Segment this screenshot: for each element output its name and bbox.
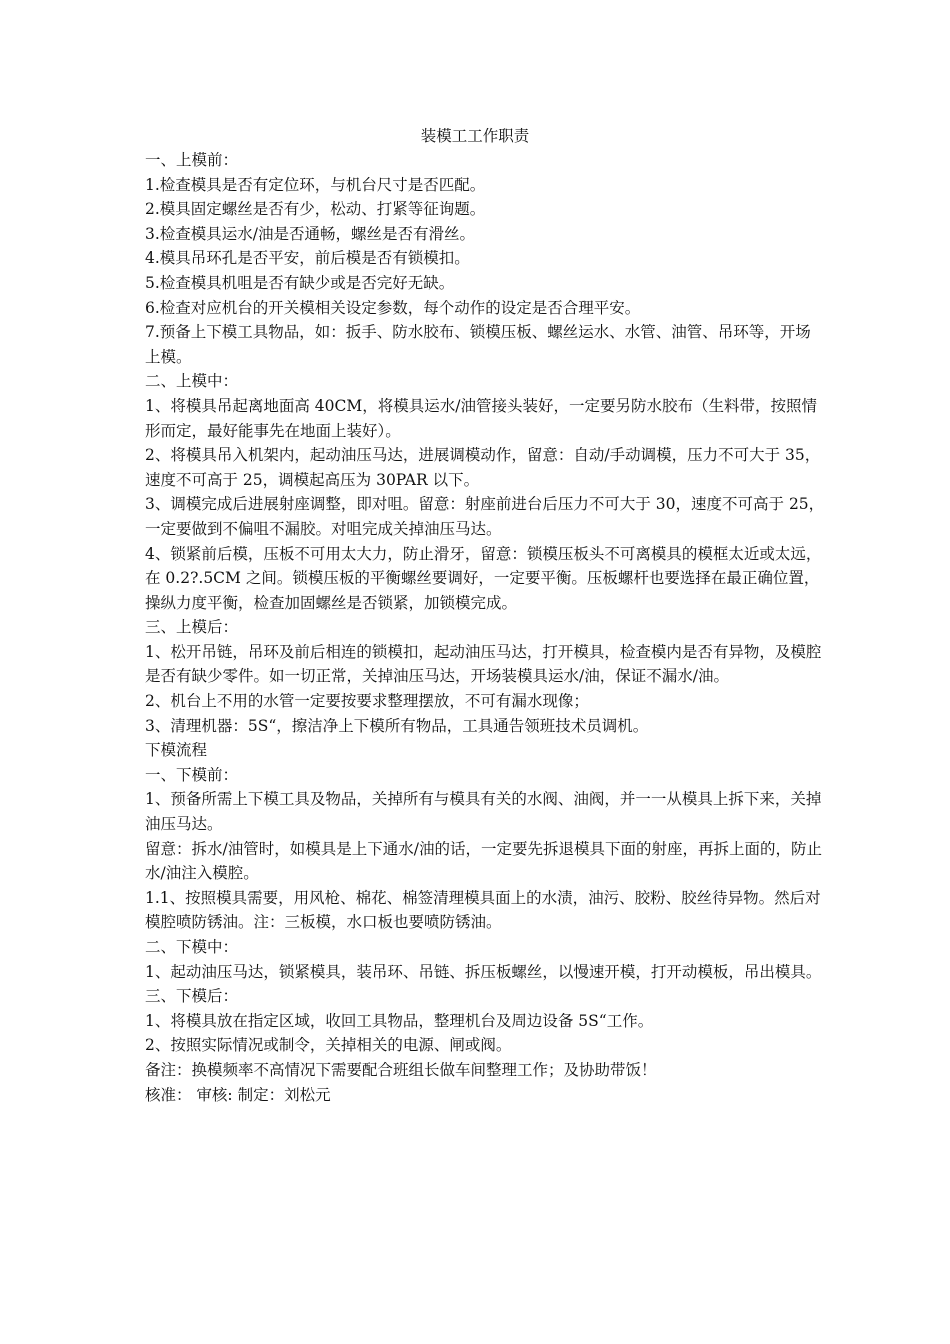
section-heading: 三、上模后：: [145, 618, 239, 637]
section-heading: 三、下模后：: [145, 987, 239, 1006]
document-body: [145, 148, 825, 1107]
document-title: 装模工工作职责: [420, 127, 530, 145]
paragraph: 2、按照实际情况或制令，关掉相关的电源、闸或阀。: [145, 1036, 512, 1055]
paragraph: 1.检查模具是否有定位环，与机台尺寸是否匹配。: [145, 175, 486, 194]
section-heading: 二、上模中：: [145, 372, 239, 391]
paragraph: 1、将模具放在指定区域，收回工具物品，整理机台及周边设备 5S“工作。: [145, 1011, 654, 1030]
paragraph: 1、松开吊链，吊环及前后相连的锁模扣，起动油压马达，打开模具，检查模内是否有异物，及模腔是否有缺少零件。如一切正常，关掉油压马达，开场装模具运水/油，保证不漏水/油。: [145, 642, 822, 686]
paragraph: 7.预备上下模工具物品，如：扳手、防水胶布、锁模压板、螺丝运水、水管、油管、吊环等，开场上模。: [145, 323, 811, 366]
signature-line: 核准： 审核: 制定：刘松元: [145, 1085, 331, 1104]
paragraph: 备注：换模频率不高情况下需要配合班组长做车间整理工作；及协助带饭！: [145, 1060, 657, 1079]
paragraph: 6.检查对应机台的开关模相关设定参数，每个动作的设定是否合理平安。: [145, 298, 641, 317]
paragraph: 4、锁紧前后模，压板不可用太大力，防止滑牙，留意：锁模压板头不可离模具的模框太近或太远，在 0.2?.5CM 之间。锁模压板的平衡螺丝要调好，一定要平衡。压板螺杆也要选择在最正确位置，操纵力度平衡，检查加固螺丝是否锁紧，加锁模完成。: [145, 544, 822, 612]
paragraph: 2.模具固定螺丝是否有少，松动、打紧等征询题。: [145, 200, 486, 219]
paragraph: 1、将模具吊起离地面高 40CM，将模具运水/油管接头装好，一定要另防水胶布（生料带，按照情形而定，最好能事先在地面上装好）。: [145, 396, 817, 440]
paragraph: 2、将模具吊入机架内，起动油压马达，进展调模动作，留意：自动/手动调模，压力不可大于 35，速度不可高于 25，调模起高压为 30PAR 以下。: [145, 446, 821, 489]
paragraph: 2、机台上不用的水管一定要按要求整理摆放，不可有漏水现像；: [145, 692, 589, 711]
section-heading: 下模流程: [145, 741, 208, 760]
paragraph: 3、调模完成后进展射座调整，即对咀。留意：射座前进台后压力不可大于 30，速度不可高于 25，一定要做到不偏咀不漏胶。对咀完成关掉油压马达。: [145, 495, 825, 538]
paragraph: 1.1、按照模具需要，用风枪、棉花、棉签清理模具面上的水渍，油污、胶粉、胶丝待异物。然后对模腔喷防锈油。注：三板模，水口板也要喷防锈油。: [145, 888, 821, 932]
paragraph: 4.模具吊环孔是否平安，前后模是否有锁模扣。: [145, 249, 470, 268]
paragraph: 3.检查模具运水/油是否通畅，螺丝是否有滑丝。: [145, 224, 476, 243]
section-heading: 一、上模前：: [145, 151, 239, 169]
paragraph: 5.检查模具机咀是否有缺少或是否完好无缺。: [145, 273, 455, 292]
paragraph: 1、预备所需上下模工具及物品，关掉所有与模具有关的水阀、油阀，并一一从模具上拆下来，关掉油压马达。: [145, 790, 822, 834]
paragraph: 留意：拆水/油管时，如模具是上下通水/油的话，一定要先拆退模具下面的射座，再拆上面的，防止水/油注入模腔。: [145, 839, 822, 883]
section-heading: 一、下模前：: [145, 765, 239, 784]
paragraph: 3、清理机器：5S“，擦洁净上下模所有物品，工具通告领班技术员调机。: [145, 716, 649, 735]
section-heading: 二、下模中：: [145, 938, 239, 956]
paragraph: 1、起动油压马达，锁紧模具，装吊环、吊链、拆压板螺丝，以慢速开模，打开动模板，吊出模具。: [145, 962, 822, 981]
